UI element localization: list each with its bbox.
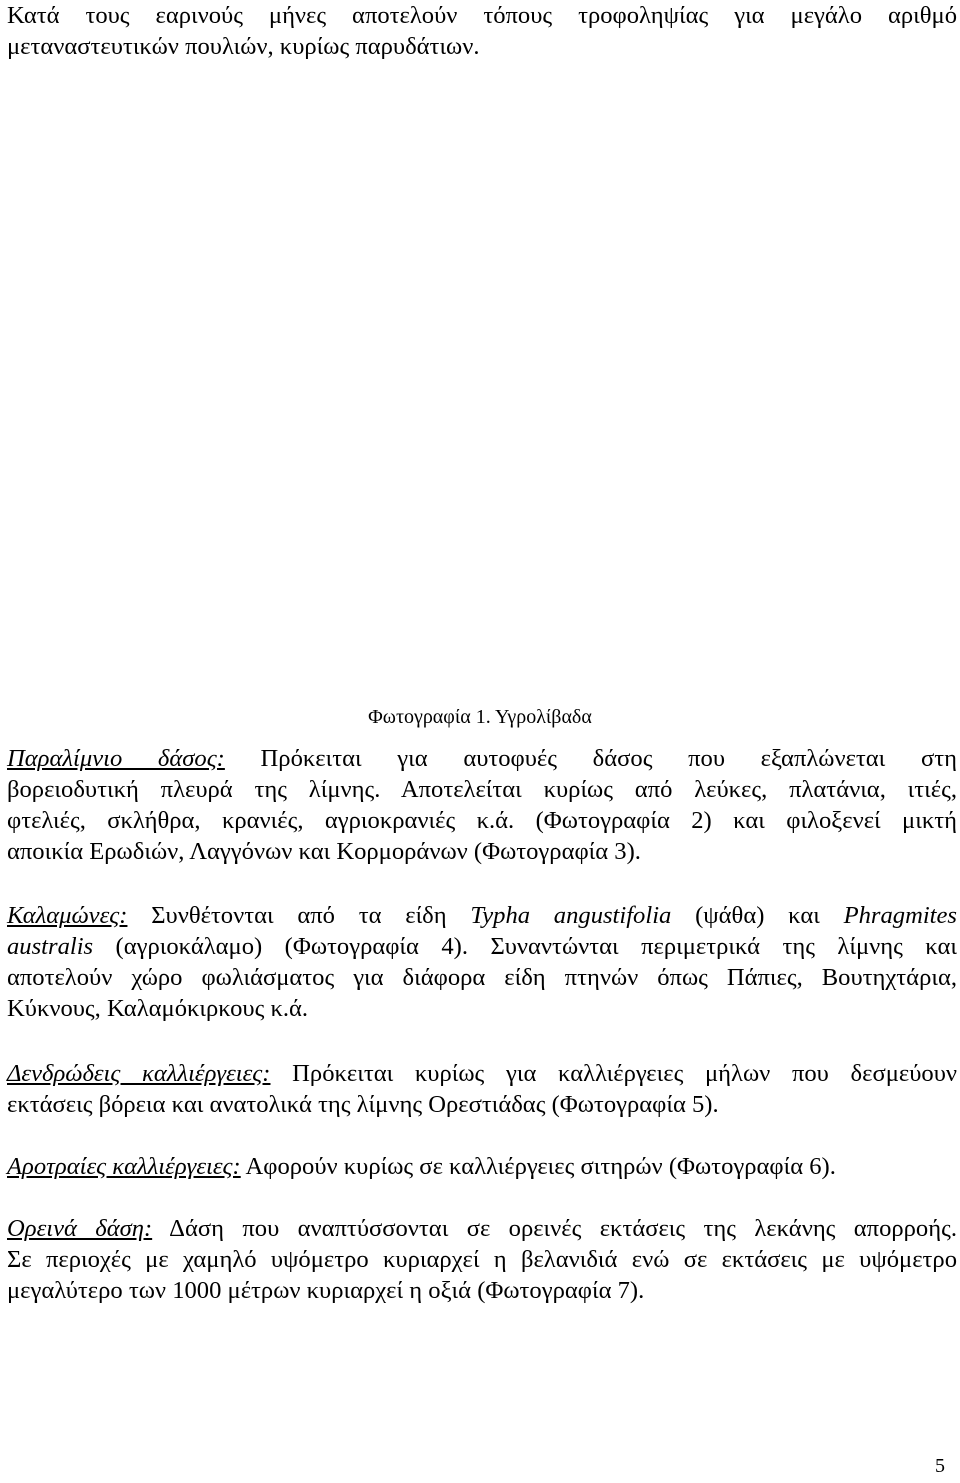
mountain-line-3: μεγαλύτερο των 1000 μέτρων κυριαρχεί η οξιά (Φωτογραφία 7). (7, 1277, 645, 1304)
reeds-term: Καλαμώνες: (7, 902, 128, 929)
mountain-term: Ορεινά δάση: (7, 1215, 153, 1242)
orchards-paragraph (7, 1058, 957, 1120)
intro-paragraph (7, 0, 957, 62)
reeds-line-1: Καλαμώνες: Συνθέτονται από τα είδη Typha angustifolia (ψάθα) και Phragmites (7, 902, 957, 929)
arable-paragraph (7, 1151, 957, 1182)
reeds-line-2: australis (αγριοκάλαμο) (Φωτογραφία 4). Συναντώνται περιμετρικά της λίμνης και (7, 933, 957, 960)
figure-caption: Φωτογραφία 1. Υγρολίβαδα (368, 706, 592, 728)
arable-term: Αροτραίες καλλιέργειες: (7, 1153, 241, 1180)
reeds-line-4: Κύκνους, Καλαμόκιρκους κ.ά. (7, 995, 309, 1022)
species-typha: Typha angustifolia (470, 902, 672, 929)
arable-line-1: Αροτραίες καλλιέργειες: Αφορούν κυρίως σε καλλιέργειες σιτηρών (Φωτογραφία 6). (7, 1153, 836, 1180)
reeds-line-3: αποτελούν χώρο φωλιάσματος για διάφορα είδη πτηνών όπως Πάπιες, Βουτηχτάρια, (7, 964, 957, 991)
page-number: 5 (935, 1455, 945, 1477)
mountain-line-2: Σε περιοχές με χαμηλό υψόμετρο κυριαρχεί η βελανιδιά ενώ σε εκτάσεις με υψόμετρο (7, 1246, 957, 1273)
mountain-forest-paragraph (7, 1213, 957, 1306)
intro-line-2: μεταναστευτικών πουλιών, κυρίως παρυδάτιων. (7, 33, 480, 60)
riparian-forest-paragraph (7, 743, 957, 867)
riparian-line-2: βορειοδυτική πλευρά της λίμνης. Αποτελείται κυρίως από λεύκες, πλατάνια, ιτιές, (7, 776, 957, 803)
riparian-term: Παραλίμνιο δάσος: (7, 745, 225, 772)
reeds-paragraph (7, 900, 957, 1024)
intro-line-1: Κατά τους εαρινούς μήνες αποτελούν τόπους τροφοληψίας για μεγάλο αριθμό (7, 2, 957, 29)
riparian-line-1: Παραλίμνιο δάσος: Πρόκειται για αυτοφυές δάσος που εξαπλώνεται στη (7, 745, 957, 772)
mountain-line-1: Ορεινά δάση: Δάση που αναπτύσσονται σε ορεινές εκτάσεις της λεκάνης απορροής. (7, 1215, 957, 1242)
riparian-line-4: αποικία Ερωδιών, Λαγγόνων και Κορμοράνων (Φωτογραφία 3). (7, 838, 641, 865)
riparian-line-3: φτελιές, σκλήθρα, κρανιές, αγριοκρανιές κ.ά. (Φωτογραφία 2) και φιλοξενεί μικτή (7, 807, 957, 834)
orchards-line-1: Δενδρώδεις καλλιέργειες: Πρόκειται κυρίως για καλλιέργειες μήλων που δεσμεύουν (7, 1060, 957, 1087)
orchards-line-2: εκτάσεις βόρεια και ανατολικά της λίμνης Ορεστιάδας (Φωτογραφία 5). (7, 1091, 719, 1118)
orchards-term: Δενδρώδεις καλλιέργειες: (7, 1060, 271, 1087)
species-australis: australis (7, 933, 94, 960)
species-phragmites: Phragmites (843, 902, 957, 929)
photo-1-area (140, 92, 820, 692)
